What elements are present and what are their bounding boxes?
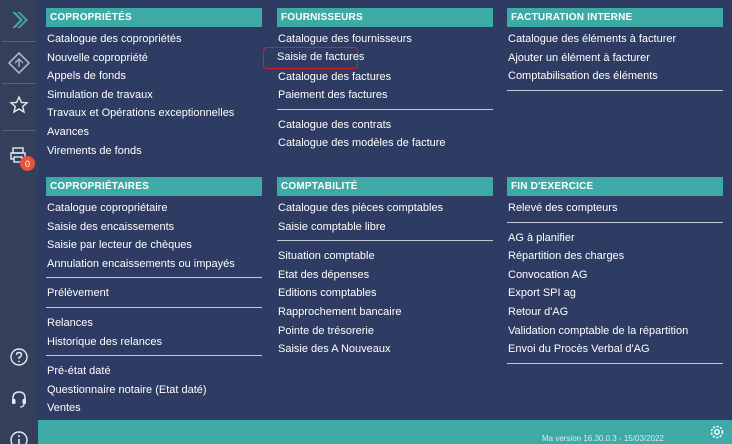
menu-item-catalogue-contrats[interactable]: Catalogue des contrats xyxy=(278,118,392,131)
help-icon[interactable] xyxy=(0,344,38,370)
section-header: COMPTABILITÉ xyxy=(277,177,493,196)
section-header: FIN D'EXERCICE xyxy=(507,177,723,196)
menu-item-travaux-operations[interactable]: Travaux et Opérations exceptionnelles xyxy=(47,107,235,120)
menu-item-catalogue-elements[interactable]: Catalogue des éléments à facturer xyxy=(508,33,677,45)
menu-item-questionnaire-notaire[interactable]: Questionnaire notaire (Etat daté) xyxy=(47,383,207,396)
menu-item-nouvelle-copropriete[interactable]: Nouvelle copropriété xyxy=(47,51,148,64)
headset-support-icon[interactable] xyxy=(0,386,38,412)
sidebar-divider xyxy=(2,83,36,84)
menu-item-saisie-lecteur-cheques[interactable]: Saisie par lecteur de chèques xyxy=(47,239,192,252)
menu-item-comptabilisation-elements[interactable]: Comptabilisation des éléments xyxy=(508,70,658,83)
menu-item-ag-a-planifier[interactable]: AG à planifier xyxy=(508,231,575,244)
menu-item-catalogue-modeles-facture[interactable]: Catalogue des modèles de facture xyxy=(278,137,446,150)
section-separator xyxy=(277,240,493,241)
menu-item-situation-comptable[interactable]: Situation comptable xyxy=(278,250,375,263)
menu-item-export-spi-ag[interactable]: Export SPI ag xyxy=(508,287,576,300)
gear-icon[interactable] xyxy=(708,423,726,441)
section-separator xyxy=(46,307,262,308)
menu-item-envoi-proces-verbal[interactable]: Envoi du Procès Verbal d'AG xyxy=(508,343,650,356)
diamond-arrows-icon[interactable] xyxy=(0,50,38,76)
section-separator xyxy=(507,222,723,223)
menu-item-ajouter-element[interactable]: Ajouter un élément à facturer xyxy=(508,51,650,64)
app-logo-icon[interactable] xyxy=(0,0,38,40)
section-fin-exercice xyxy=(507,177,723,370)
menu-item-historique-relances[interactable]: Historique des relances xyxy=(47,335,162,348)
star-icon[interactable] xyxy=(0,92,38,118)
sidebar-divider xyxy=(2,130,36,131)
menu-item-convocation-ag[interactable]: Convocation AG xyxy=(508,268,588,281)
menu-item-catalogue-factures[interactable]: Catalogue des factures xyxy=(278,70,392,83)
menu-item-paiement-factures[interactable]: Paiement des factures xyxy=(278,89,388,102)
info-icon[interactable] xyxy=(0,428,38,444)
menu-item-relances[interactable]: Relances xyxy=(47,316,93,329)
menu-item-pre-etat-date[interactable]: Pré-état daté xyxy=(47,365,111,378)
menu-item-etat-depenses[interactable]: Etat des dépenses xyxy=(278,268,370,281)
section-separator xyxy=(277,109,493,110)
menu-item-repartition-charges[interactable]: Répartition des charges xyxy=(508,250,625,263)
menu-item-catalogue-pieces[interactable]: Catalogue des pièces comptables xyxy=(278,202,444,214)
menu-item-saisie-factures[interactable]: Saisie de factures xyxy=(263,47,358,69)
sidebar xyxy=(0,0,38,444)
section-fournisseurs xyxy=(277,8,493,153)
menu-item-ventes[interactable]: Ventes xyxy=(47,402,81,415)
section-separator xyxy=(507,90,723,91)
menu-item-catalogue-coproprietaire[interactable]: Catalogue copropriétaire xyxy=(47,202,168,214)
menu-item-annulation-encaissements[interactable]: Annulation encaissements ou impayés xyxy=(47,257,235,270)
menu-item-retour-ag[interactable]: Retour d'AG xyxy=(508,305,569,318)
menu-item-virements-de-fonds[interactable]: Virements de fonds xyxy=(47,144,142,157)
menu-item-catalogue-fournisseurs[interactable]: Catalogue des fournisseurs xyxy=(278,33,412,45)
section-header: COPROPRIÉTAIRES xyxy=(46,177,262,196)
menu-item-validation-repartition[interactable]: Validation comptable de la répartition xyxy=(508,324,689,337)
bottom-status-bar xyxy=(38,420,732,444)
version-text: Ma version 16.30.0.3 - 15/03/2022 xyxy=(542,434,664,443)
section-header: FOURNISSEURS xyxy=(277,8,493,27)
menu-item-simulation-travaux[interactable]: Simulation de travaux xyxy=(47,88,153,101)
menu-item-saisie-encaissements[interactable]: Saisie des encaissements xyxy=(47,220,175,233)
sidebar-divider xyxy=(2,41,36,42)
menu-item-appels-de-fonds[interactable]: Appels de fonds xyxy=(47,70,126,83)
print-queue-badge: 0 xyxy=(20,156,35,171)
section-separator xyxy=(46,355,262,356)
section-header: FACTURATION INTERNE xyxy=(507,8,723,27)
section-coproprietaires xyxy=(46,177,262,418)
menu-item-saisie-comptable-libre[interactable]: Saisie comptable libre xyxy=(278,220,386,233)
section-comptabilite xyxy=(277,177,493,359)
section-separator xyxy=(507,363,723,364)
menu-item-saisie-a-nouveaux[interactable]: Saisie des A Nouveaux xyxy=(278,343,391,356)
section-facturation-interne xyxy=(507,8,723,97)
section-header: COPROPRIÉTÉS xyxy=(46,8,262,27)
section-coproprietes xyxy=(46,8,262,160)
main-menu-panel xyxy=(38,0,732,420)
menu-item-catalogue-coproprietes[interactable]: Catalogue des copropriétés xyxy=(47,33,182,45)
section-separator xyxy=(46,277,262,278)
menu-item-releve-compteurs[interactable]: Relevé des compteurs xyxy=(508,202,618,214)
menu-item-avances[interactable]: Avances xyxy=(47,125,89,138)
menu-item-editions-comptables[interactable]: Editions comptables xyxy=(278,287,377,300)
menu-item-rapprochement-bancaire[interactable]: Rapprochement bancaire xyxy=(278,305,402,318)
menu-item-prelevement[interactable]: Prélèvement xyxy=(47,287,109,300)
menu-item-pointe-tresorerie[interactable]: Pointe de trésorerie xyxy=(278,324,374,337)
